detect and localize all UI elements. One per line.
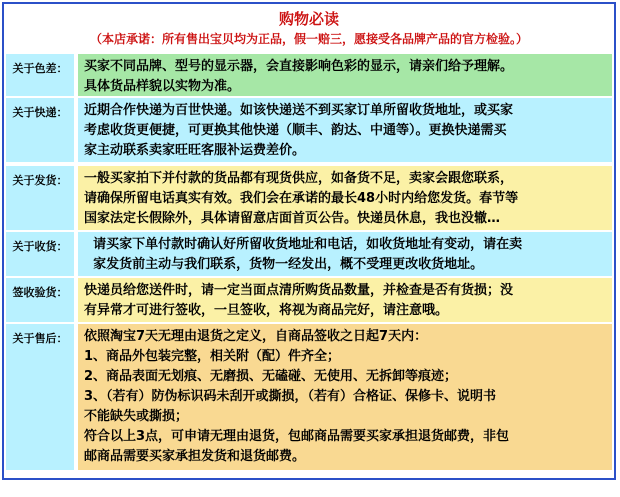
section-receiving bbox=[6, 232, 612, 276]
section-text: 近期合作快递为百世快递。如该快递送不到买家订单所留收货地址，或买家 考虑收货更便捷，可更换其他快递（顺丰、韵达、中通等）。更换快递需买 家主动联系卖家旺旺客服补运费差价。 bbox=[78, 98, 612, 162]
section-inspection bbox=[6, 278, 612, 322]
section-shipping-carrier bbox=[6, 98, 612, 162]
section-label: 关于色差： bbox=[6, 54, 74, 96]
section-text: 依照淘宝7天无理由退货之定义，自商品签收之日起7天内： 1、商品外包装完整，相关附（配）件齐全； 2、商品表面无划痕、无磨损、无磕碰、无使用、无拆卸等痕迹； 3、（若有）防伪标识码未刮开或撕损，（若有）合格证、保修卡、说明书 不能缺失或撕损； 符合以上3点，可申请无理由退货，包邮商品需要买家承担退货邮费，非包 邮商品需要买家承担发货和退货邮费。 bbox=[78, 324, 612, 470]
section-dispatch bbox=[6, 166, 612, 230]
section-text: 买家不同品牌、型号的显示器，会直接影响色彩的显示，请亲们给予理解。 具体货品样貌以实物为准。 bbox=[78, 54, 612, 96]
section-label: 关于发货： bbox=[6, 166, 74, 230]
section-label: 关于售后： bbox=[6, 324, 74, 470]
section-after-sales bbox=[6, 324, 612, 470]
section-text: 请买家下单付款时确认好所留收货地址和电话，如收货地址有变动，请在卖 家发货前主动与我们联系，货物一经发出，概不受理更改收货地址。 bbox=[78, 232, 612, 276]
section-text: 快递员给您送件时，请一定当面点清所购货品数量，并检查是否有货损；没 有异常才可进行签收，一旦签收，将视为商品完好，请注意哦。 bbox=[78, 278, 612, 322]
section-label: 关于收货： bbox=[6, 232, 74, 276]
page-title: 购物必读 bbox=[278, 10, 339, 28]
section-label: 签收验货： bbox=[6, 278, 74, 322]
store-promise: （本店承诺：所有售出宝贝均为正品，假一赔三，愿接受各品牌产品的官方检验。） bbox=[89, 32, 528, 46]
section-color-difference bbox=[6, 54, 612, 96]
section-text: 一般买家拍下并付款的货品都有现货供应，如备货不足，卖家会跟您联系， 请确保所留电话真实有效。我们会在承诺的最长48小时内给您发货。春节等 国家法定长假除外，具体请留意店面首页公告。快递员休息，我也没辙… bbox=[78, 166, 612, 230]
section-label: 关于快递： bbox=[6, 98, 74, 162]
